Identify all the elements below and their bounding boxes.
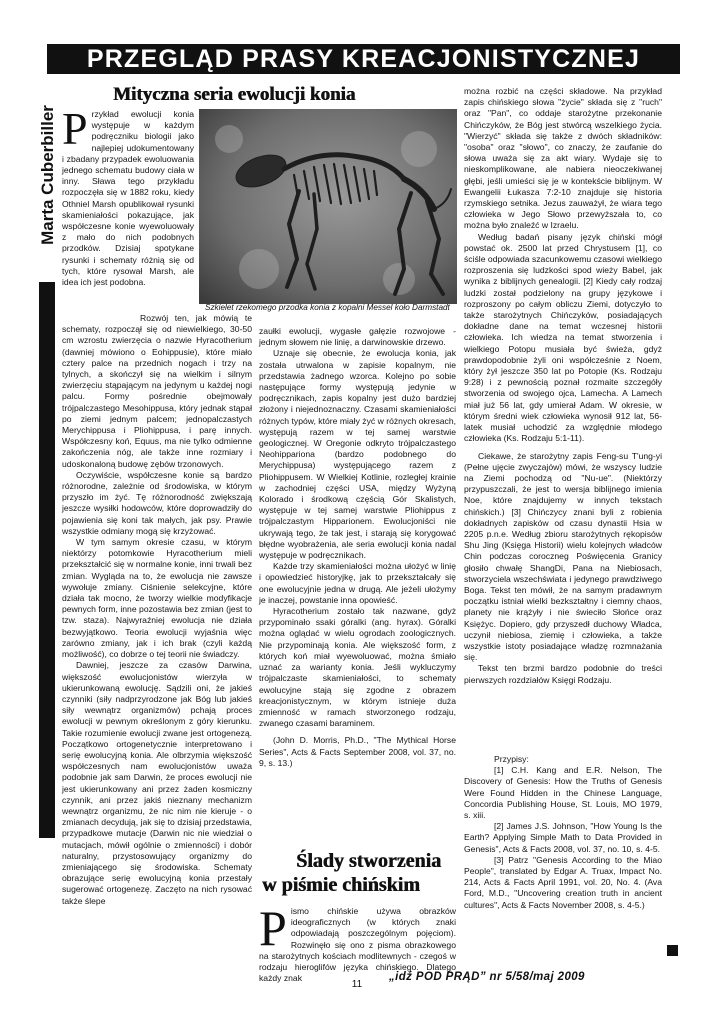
intro-text: ismo chińskie używa obrazków ideograficznych (w których znaki odpowiadają poszczególnym pojęciom). Rozwinęło się ono z pisma obrazkowego na starożytnych kościach modlitewnych - czegoś w rodzaju hieroglifów języka chińskiego. Dlatego każdy znak <box>259 906 456 984</box>
paragraph: Hyracotherium zostało tak nazwane, gdyż przypominało ssaki góralki (ang. hyrax). Góralki można oglądać w wielu ogrodach zoologicznych. Nie przypominają konia. Ale większość form, z których koń miał wyewoluować, można śmiało uznać za warianty konia. Jeśli wykluczymy trójpalczaste skamieniałości, to schematy ewolucyjne stają się zgodne z obrazem kreacjonistycznym, w którym istnieje duża zmienność w ramach stworzonego rodzaju, zwanego czasami baraminem. <box>259 606 456 729</box>
article1-intro <box>62 103 194 312</box>
footnotes <box>464 754 662 964</box>
footnote: [1] C.H. Kang and E.R. Nelson, The Discovery of Genesis: How the Truths of Genesis Were Found Hidden in the Chinese Language, Concordia Publishing House, St. Louis, MO 1979, s. xiii. <box>464 765 662 821</box>
author-rule <box>39 282 55 838</box>
article-title: Mityczna seria ewolucji konia <box>113 84 356 105</box>
paragraph: zaułki ewolucji, wygasłe gałęzie rozwojowe - jednym słowem nie linię, a darwinowskie drzewo. <box>259 326 456 348</box>
paragraph: Dawniej, jeszcze za czasów Darwina, większość ewolucjonistów wierzyła w ukierunkowaną ewolucję. Sądzili oni, że jakieś czynniki (siły nadprzyrodzone jak Bóg lub jakieś siły wewnątrz organizmów) pchają proces ewolucji w pewnym określonym z góry kierunku. Takie rozumienie ewolucji zwane jest ortogenezą. Początkowo ortogenetycznie interpretowano i serię ewolucyjną konia. Ale olbrzymia większość współczesnych nam ewolucjonistów uważa podobnie jak sam Darwin, że proces ewolucji nie jest ukierunkowany ani przez żaden kosmiczny czynnik, ani przez jakiś nieznany mechanizm wewnątrz organizmu, że nic nim nie kieruje - o zmianach decydują, jak się to dzisiaj przedstawia, przypadkowe mutacje (Darwin nic nie wiedział o mutacjach, mówił ogólnie o zmienności) i dobór naturalny, przystosowujący organizmy do zmieniającego się środowiska. Schematy obrazujące serię ewolucyjną konia przestały sugerować ortogenezę. Zaczęto na nich rysować także ślepe <box>62 660 252 906</box>
end-mark <box>667 945 678 956</box>
footnote: [3] Patrz "Genesis According to the Miao People", translated by Edgar A. Truax, Impact No. 214, Acts & Facts April 1991, vol. 20, No. 4. (Ava Ford, M.D., "Uncovering creation truth in ancient cultures", Acts & Facts November 2008, s. 4-5.) <box>464 854 662 910</box>
footnote: [2] James J.S. Johnson, "How Young Is the Earth? Applying Simple Math to Data Provided in Genesis", Acts & Facts 2008, vol. 37, no. 10, s. 4-5. <box>464 821 662 854</box>
footnotes-heading: Przypisy: <box>494 754 529 764</box>
dropcap-p: P <box>62 103 88 154</box>
article1-column-2 <box>259 326 456 831</box>
citation: (John D. Morris, Ph.D., "The Mythical Horse Series", Acts & Facts September 2008, vol. 37, no. 9, s. 13.) <box>259 735 456 768</box>
section-banner: PRZEGLĄD PRASY KREACJONISTYCZNEJ <box>47 44 680 74</box>
article2-column-3 <box>464 86 662 736</box>
paragraph: Oczywiście, współczesne konie są bardzo różnorodne, zależnie od środowiska, w którym przyszło im żyć. Tę różnorodność zwiększają jeszcze wysiłki hodowców, które doprowadziły do pojawienia się koni tak małych, jak psy. Prawie wszystkie odmiany mogą się krzyżować. <box>62 469 252 536</box>
intro-text: rzykład ewolucji konia występuje w każdym podręczniku biologii jako najlepiej udokumentowany i zbadany przypadek ewoluowania jednego schematu budowy ciała w inny. Sława tego przykładu rozpoczęła się w 1882 roku, kiedy Othniel Marsh opublikował rysunki skamieniałości pokazujące, jak współczesne konie wyewoluowały z mało do nich podobnych przodków. Dzisiaj spotykane rysunki i schematy różnią się od tych, które rysował Marsh, ale idea ich jest podobna. <box>62 109 194 288</box>
article1-column-1 <box>62 313 252 965</box>
paragraph: można rozbić na części składowe. Na przykład zapis chińskiego słowa "życie" składa się z "ruch" oraz "Pan", co oddaje starożytne przekonanie Chińczyków, że Bóg jest stwórcą wszelkiego życia. "Wierzyć" składa się także z dwóch składników: "osoba" oraz "słowo", co znaczy, że zaufanie do słowa uważa się za akt wiary. Wydaje się to nieskomplikowane, ale nabiera nieoczekiwanej głębi, jeśli umieści się je w kontekście biblijnym. W Ewangelii Łukasza 7:2-10 znajduje się historia rzymskiego setnika. Jezus zauważył, że wiara tego człowieka w Jego Słowo przewyższała to, co można było znaleźć w Izraelu. <box>464 86 662 231</box>
author-name: Marta Cuberbiller <box>38 105 57 245</box>
magazine-issue: „idź POD PRĄD” nr 5/58/maj 2009 <box>389 971 585 983</box>
article2-title-line2: w piśmie chińskim <box>262 874 420 896</box>
paragraph: Ciekawe, że starożytny zapis Feng-su T'ung-yi (Pełne ujęcie zwyczajów) mówi, że wszyscy ludzie na Ziemi pochodzą od "Nu-ue". (Niektórzy przypuszczali, że jest to wersja biblijnego imienia Noe, które znajdujemy w innych tekstach chińskich.) [3] Chińczycy znani byli z robienia dokładnych zapisków od czasu dynastii Hsia w 2205 p.n.e. Według zbioru starożytnych rękopisów Shu Jing (Księga Historii) wielu kolejnych władców Chin podczas coroczneg Poświęcenia Granicy głosiło chwałę ShangDi, Pana na Niebiosach, stworzyciela wszechświata i jedynego prawdziwego Boga. Tekst ten mówił, że na samym pradawnym początku istniał wielki bezkształtny i ciemny chaos, planety nie krążyły i nie świeciło Słońce oraz Księżyc. Dopiero, gdy przyszedł duchowy Władca, uczynił niebiosa, ziemię i człowieka, a także wszystkie istoty posiadające władzę rozmnażania się. <box>464 450 662 663</box>
paragraph: Rozwój ten, jak mówią te schematy, rozpoczął się od niewielkiego, 30-50 cm wzrostu zwierzęcia o nazwie Hyracotherium (dawniej mówiono o Eohippusie), które miało cztery palce na przednich nogach i trzy na tylnych, a skończył się na wielkim i silnym zwierzęciu stąpającym na jedynym u każdej nogi palcu. Formy pośrednie obejmowały trójpalczastego Mesohippusa, który jednak stąpał po ziemi jednym palcem; jednopalczastych Merychippusa i Pliohippusa, i parę innych. Współczesny koń, Equus, ma nie tylko odmienne zakończenia nóg, ale także inne rozmiary i udoskonaloną budowę zębów trzonowych. <box>62 313 252 469</box>
article2-title-line1: Ślady stworzenia <box>296 850 441 872</box>
dropcap-p: P <box>259 900 287 956</box>
paragraph: Każde trzy skamieniałości można ułożyć w linię i opowiedzieć historyjkę, jak to przekształcały się one ewolucyjnie jedna w drugą. Ale jeżeli ułożymy je inaczej, powstanie inna opowieść. <box>259 561 456 605</box>
fossil-photo <box>199 109 457 304</box>
article2-intro <box>259 900 456 984</box>
paragraph: W tym samym okresie czasu, w którym niektórzy potomkowie Hyracotherium mieli przekształcić się w normalne konie, inni trwali bez zmian. Wygląda na to, że ewolucja nie zawsze wywołuje zmiany. Ciśnienie selekcyjne, które działa tak mocno, że tworzy wielkie modyfikacje pewnych form, inne pozostawia bez zmian (jest to tzw. staza). Najwyraźniej ewolucja nie działa bezwyjątkowo. Teoria ewolucji wyjaśnia więc zarówno zmiany, jak i ich brak (czyli każdą możliwość), co dobrze o tej teorii nie świadczy. <box>62 537 252 660</box>
paragraph: Według badań pisany język chiński mógł powstać ok. 2500 lat przed Chrystusem [1], co ściśle odpowiada szacunkowemu czasowi wielkiego rozproszenia się ludzkości spod wieży Babel, jak wynika z biblijnych genealogii. [2] Kiedy cały rodzaj ludzki został podzielony na grupy językowe i rozproszony po całym obliczu Ziemi, dotyczyło to także starożytnych Chińczyków, posiadających dokładne dane na temat wczesnej historii człowieka. Ich wiedza na temat stworzenia i wielkiego Potopu musiała być świeża, gdyż prawdopodobnie żyli oni współcześnie z Noem, który żył jeszcze 350 lat po Potopie (Ks. Rodzaju 9:28) i z pewnością poznał rozmaite szczegóły stworzenia od swojego ojca, Lamecha. A Lamech miał już 56 lat, gdy umierał Adam. W okresie, w którym średni wiek człowieka wynosił 912 lat, 56-latek musiał uchodzić za względnie młodego człowieka (Ks. Rodzaju 5:1-11). <box>464 231 662 444</box>
page-number: 11 <box>351 979 363 990</box>
paragraph: Tekst ten brzmi bardzo podobnie do treści pierwszych rozdziałów Księgi Rodzaju. <box>464 663 662 685</box>
photo-caption: Szkielet rzekomego przodka konia z kopalni Messel koło Darmstadt <box>205 303 450 312</box>
paragraph: Uznaje się obecnie, że ewolucja konia, jak została utrwalona w zapisie kopalnym, nie przedstawia żadnego wzorca. Kolejno po sobie następujące formy występują jedynie w podręcznikach, zapis kopalny jest dużo bardziej złożony i niejednoznaczny. Czasami skamieniałości różnych typów, które miały żyć w różnych okresach, występują razem w tej samej warstwie geologicznej. W Oregonie odkryto trójpalczastego Neohipparionа (bardzo podobnego do Merychippusa) występującego razem z Pliohippusem. W Wielkiej Kotlinie, rozległej krainie w zachodniej części USA, między Wyżyną Kolorado i środkową częścią Gór Skalistych, występuje w tej samej warstwie Pliohippus z trójpalczastym Hipparionem. Ewolucjoniści nie ukrywają tego, że tak jest, i starają się korygować błędne wyobrażenia, ale seria ewolucji konia nadal występuje w podręcznikach. <box>259 348 456 561</box>
